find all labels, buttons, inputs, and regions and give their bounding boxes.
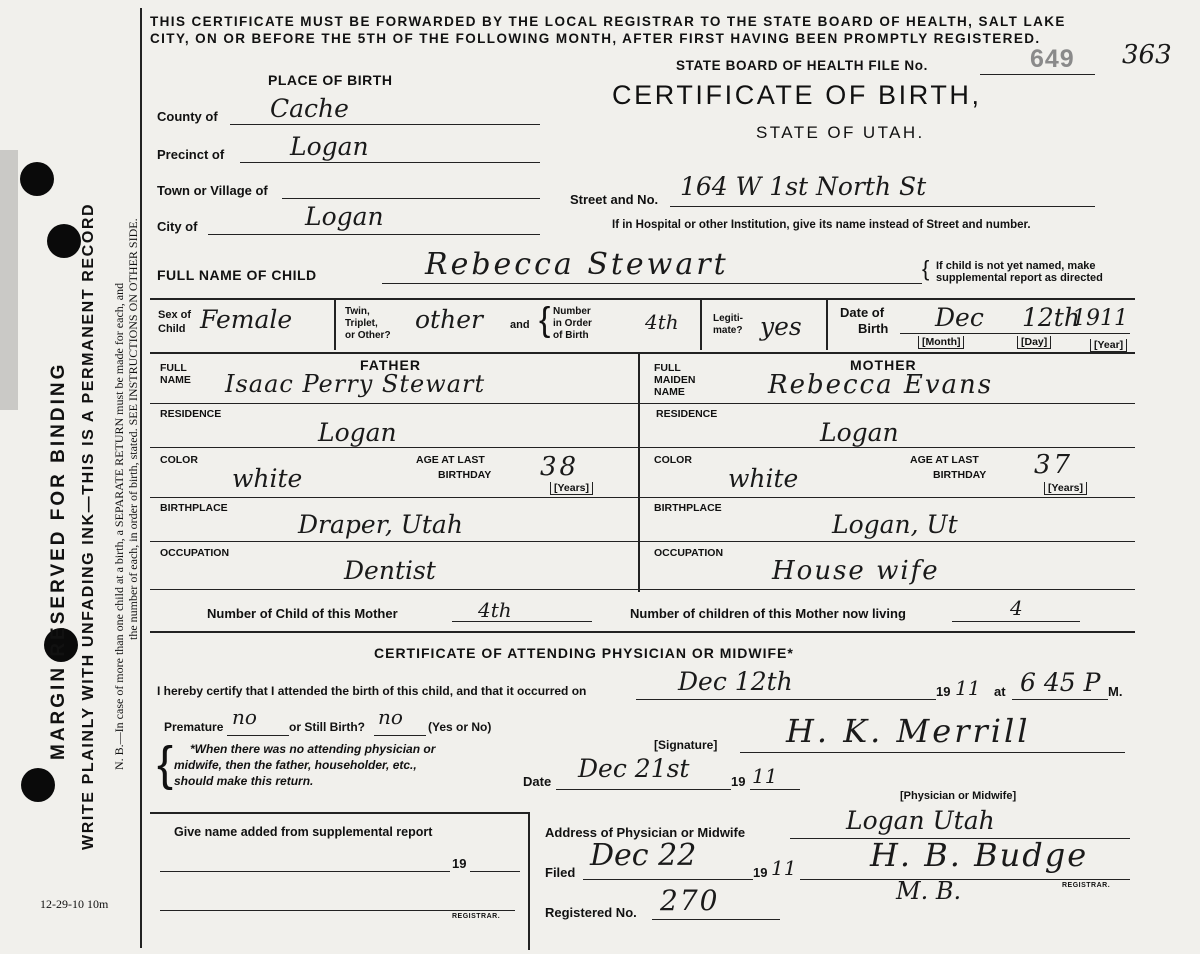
permanent-record-text: WRITE PLAINLY WITH UNFADING INK—THIS IS A PERMANENT RECORD	[80, 202, 97, 850]
registrar-initials: M. B.	[896, 877, 962, 905]
father-name-label: NAME	[160, 374, 191, 386]
child-number-label: Number of Child of this Mother	[207, 606, 398, 621]
father-heading: FATHER	[360, 357, 421, 373]
file-no-stamp: 649	[1030, 45, 1075, 73]
order-label-line2: in Order	[553, 318, 592, 329]
still-birth-label: or Still Birth?	[289, 720, 365, 734]
mother-occupation-label: OCCUPATION	[654, 547, 724, 559]
forwarding-notice-line1: THIS CERTIFICATE MUST BE FORWARDED BY THE LOCAL REGISTRAR TO THE STATE BOARD OF HEALTH, SALT LAKE	[150, 14, 1066, 29]
date-label: Date	[523, 774, 552, 789]
dob-label-line1: Date of	[840, 305, 885, 320]
file-no-label: STATE BOARD OF HEALTH FILE No.	[676, 58, 928, 73]
filed-label: Filed	[545, 865, 576, 880]
town-label: Town or Village of	[157, 183, 268, 198]
mother-age-label-line2: BIRTHDAY	[933, 469, 987, 481]
binding-hole	[21, 768, 55, 802]
mother-residence-label: RESIDENCE	[656, 408, 718, 420]
children-living-label: Number of children of this Mother now living	[630, 606, 906, 621]
registrar-caption: REGISTRAR.	[1062, 882, 1111, 889]
note-line3: should make this return.	[174, 774, 314, 788]
certificate-title: CERTIFICATE OF BIRTH,	[612, 80, 982, 110]
torn-edge	[0, 150, 18, 410]
street-label: Street and No.	[570, 192, 659, 207]
hospital-note: If in Hospital or other Institution, give its name instead of Street and number.	[612, 219, 1031, 231]
order-label-line1: Number	[553, 306, 591, 317]
mother-birthplace-value: Logan, Ut	[832, 510, 958, 539]
father-age-label-line2: BIRTHDAY	[438, 469, 492, 481]
mother-residence-value: Logan	[820, 418, 899, 447]
father-age-label-line1: AGE AT LAST	[416, 454, 485, 466]
registered-value: 270	[660, 884, 720, 917]
precinct-value: Logan	[290, 132, 369, 161]
binding-hole	[47, 224, 81, 258]
child-name-value: Rebecca Stewart	[425, 247, 729, 282]
day-caption: [Day]	[1017, 336, 1051, 349]
signed-date-value: Dec 21st	[578, 754, 690, 783]
at-label: at	[994, 684, 1006, 699]
signature-label: [Signature]	[654, 738, 718, 752]
nb-note-line2: the number of each, in order of birth, stated. SEE INSTRUCTIONS ON OTHER SIDE.	[126, 218, 140, 640]
child-name-label: FULL NAME OF CHILD	[157, 267, 317, 283]
dob-month: Dec	[935, 303, 984, 332]
precinct-label: Precinct of	[157, 147, 225, 162]
twin-label-line1: Twin,	[345, 306, 370, 317]
mother-color-value: white	[728, 464, 799, 493]
file-no-handwritten: 363	[1122, 40, 1172, 70]
month-caption: [Month]	[918, 336, 964, 349]
occurred-date-value: Dec 12th	[678, 667, 793, 696]
signed-year-value: 11	[752, 764, 778, 788]
still-birth-value: no	[378, 705, 403, 729]
name-note-line1: If child is not yet named, make	[936, 260, 1096, 272]
father-occupation-label: OCCUPATION	[160, 547, 230, 559]
father-residence-label: RESIDENCE	[160, 408, 222, 420]
legit-value: yes	[760, 312, 802, 341]
father-age-value: 38	[540, 452, 580, 482]
mother-occupation-value: House wife	[772, 556, 940, 586]
mother-full-label: FULL	[654, 362, 681, 374]
address-value: Logan Utah	[846, 806, 995, 835]
father-color-value: white	[232, 464, 303, 493]
name-note-line2: supplemental report as directed	[936, 272, 1103, 284]
occurred-year-value: 11	[955, 676, 981, 700]
mother-years-caption: [Years]	[1044, 482, 1087, 495]
city-label: City of	[157, 219, 198, 234]
father-name-value: Isaac Perry Stewart	[225, 370, 486, 398]
occurred-year-prefix: 19	[936, 684, 951, 699]
order-label-line3: of Birth	[553, 330, 589, 341]
supplemental-year-prefix: 19	[452, 856, 467, 871]
filed-date-value: Dec 22	[590, 838, 697, 873]
mother-heading: MOTHER	[850, 357, 917, 373]
twin-label-line2: Triplet,	[345, 318, 378, 329]
filed-year-prefix: 19	[753, 865, 768, 880]
year-caption: [Year]	[1090, 339, 1127, 352]
father-years-caption: [Years]	[550, 482, 593, 495]
certificate-subtitle: STATE OF UTAH.	[756, 123, 925, 142]
father-occupation-value: Dentist	[344, 556, 436, 585]
certificate-page: MARGIN RESERVED FOR BINDING WRITE PLAINLY WITH UNFADING INK—THIS IS A PERMANENT RECORD N. B.—In case of more than one child at a birth, a SEPARATE RETURN must be made for each, and the number of each, in order of birth, stated. SEE INSTRUCTIONS ON OTHER SIDE. 12-29-10 10m THIS CERTIFICATE MUST BE FORWARDED BY THE LOCAL REGISTRAR TO THE STATE BOARD OF HEALTH, SALT LAKE CITY, ON OR BEFORE THE 5TH OF THE FOLLOWING MONTH, AFTER FIRST HAVING BEEN PROMPTLY REGISTERED. STATE BOARD OF HEALTH FILE No. 649 363 CERTIFICATE OF BIRTH, STATE OF UTAH. PLACE OF BIRTH County of Cache Precinct of Logan Town or Village of City of Logan Street and No. 164 W 1st North St If in Hospital or other Institution, give its name instead of Street and number. FULL NAME OF CHILD Rebecca Stewart { If child is not yet named, make supplemental report as directed Sex of Child Female Twin, Triplet, or Other? other and { Number in Order of Birth 4th Legiti- mate? yes Date of Birth Dec 12th 1911 [Month] [Day] [Year] FATHER MOTHER FULL NAME Isaac Perry Stewart RESIDENCE Logan COLOR white AGE AT LAST BIRTHDAY 38 [Years] BIRTHPLACE Draper, Utah OCCUPATION Dentist FULL MAIDEN NAME Rebecca Evans RESIDENCE Logan COLOR white AGE AT LAST BIRTHDAY 37 [Years] BIRTHPLACE Logan, Ut OCCUPATION House wife Number of Child of this Mother 4th Number of children of this Mother now living 4 CERTIFICATE OF ATTENDING PHYSICIAN OR MIDWIFE* I hereby certify that I attended the birth of this child, and that it occurred on Dec 12th 19 11 at 6 45 P M. Premature no or Still Birth? no (Yes or No) { *When there was no attending physician or midwife, then the father, householder, etc., should make this return. [Signature] H. K. Merrill Date Dec 21st 19 11 [Physician or Midwife] Give name added from supplemental report 19 REGISTRAR. Address of Physician or Midwife Logan Utah Filed Dec 22 19 11 H. B. Budge M. B. REGISTRAR. Registered No. 270	[0, 0, 1200, 954]
filed-year-value: 11	[771, 856, 797, 880]
yes-no-label: (Yes or No)	[428, 720, 492, 734]
physician-heading: CERTIFICATE OF ATTENDING PHYSICIAN OR MIDWIFE*	[374, 645, 794, 661]
dob-day: 12th	[1022, 303, 1080, 332]
mother-maiden-label: MAIDEN	[654, 374, 696, 386]
legit-label-line1: Legiti-	[713, 313, 743, 324]
dob-label-line2: Birth	[858, 321, 889, 336]
premature-label: Premature	[164, 720, 224, 734]
mother-name-label: NAME	[654, 386, 685, 398]
binding-hole	[20, 162, 54, 196]
county-label: County of	[157, 109, 218, 124]
dob-year: 1911	[1072, 306, 1128, 331]
meridiem-suffix: M.	[1108, 684, 1123, 699]
premature-value: no	[232, 705, 257, 729]
mother-name-value: Rebecca Evans	[768, 370, 994, 400]
physician-signature: H. K. Merrill	[786, 712, 1031, 750]
father-birthplace-label: BIRTHPLACE	[160, 502, 228, 514]
supplemental-registrar-caption: REGISTRAR.	[452, 913, 501, 920]
father-residence-value: Logan	[318, 418, 397, 447]
mother-age-value: 37	[1034, 450, 1074, 480]
city-value: Logan	[305, 202, 384, 231]
child-number-value: 4th	[478, 598, 512, 622]
certify-text: I hereby certify that I attended the birth of this child, and that it occurred on	[157, 684, 587, 698]
signed-year-prefix: 19	[731, 774, 746, 789]
mother-color-label: COLOR	[654, 454, 692, 466]
supplemental-label: Give name added from supplemental report	[174, 825, 433, 839]
county-value: Cache	[270, 94, 349, 123]
mother-age-label-line1: AGE AT LAST	[910, 454, 979, 466]
place-of-birth-heading: PLACE OF BIRTH	[268, 72, 393, 88]
registrar-signature: H. B. Budge	[870, 836, 1089, 874]
father-color-label: COLOR	[160, 454, 198, 466]
note-line2: midwife, then the father, householder, etc.,	[174, 758, 417, 772]
sex-label-line1: Sex of	[158, 309, 192, 321]
registered-label: Registered No.	[545, 905, 637, 920]
note-line1: *When there was no attending physician or	[190, 742, 436, 756]
margin-reserved-text: MARGIN RESERVED FOR BINDING	[48, 361, 69, 760]
twin-label-line3: or Other?	[345, 330, 391, 341]
form-code: 12-29-10 10m	[40, 897, 109, 911]
forwarding-notice-line2: CITY, ON OR BEFORE THE 5TH OF THE FOLLOWING MONTH, AFTER FIRST HAVING BEEN PROMPTLY REGISTERED.	[150, 31, 1041, 46]
father-full-label: FULL	[160, 362, 187, 374]
physician-role-caption: [Physician or Midwife]	[900, 790, 1017, 802]
twin-value: other	[415, 305, 483, 334]
legit-label-line2: mate?	[713, 325, 743, 336]
address-label: Address of Physician or Midwife	[545, 825, 746, 840]
note-brace: {	[157, 738, 174, 791]
children-living-value: 4	[1010, 596, 1023, 620]
father-birthplace-value: Draper, Utah	[298, 510, 463, 539]
mother-birthplace-label: BIRTHPLACE	[654, 502, 722, 514]
sex-label-line2: Child	[158, 323, 186, 335]
order-value: 4th	[645, 310, 679, 334]
and-label: and	[510, 319, 530, 331]
street-value: 164 W 1st North St	[680, 172, 927, 201]
nb-note-line1: N. B.—In case of more than one child at a birth, a SEPARATE RETURN must be made for each, and	[112, 282, 126, 770]
time-value: 6 45 P	[1020, 668, 1101, 697]
sex-value: Female	[200, 305, 293, 334]
